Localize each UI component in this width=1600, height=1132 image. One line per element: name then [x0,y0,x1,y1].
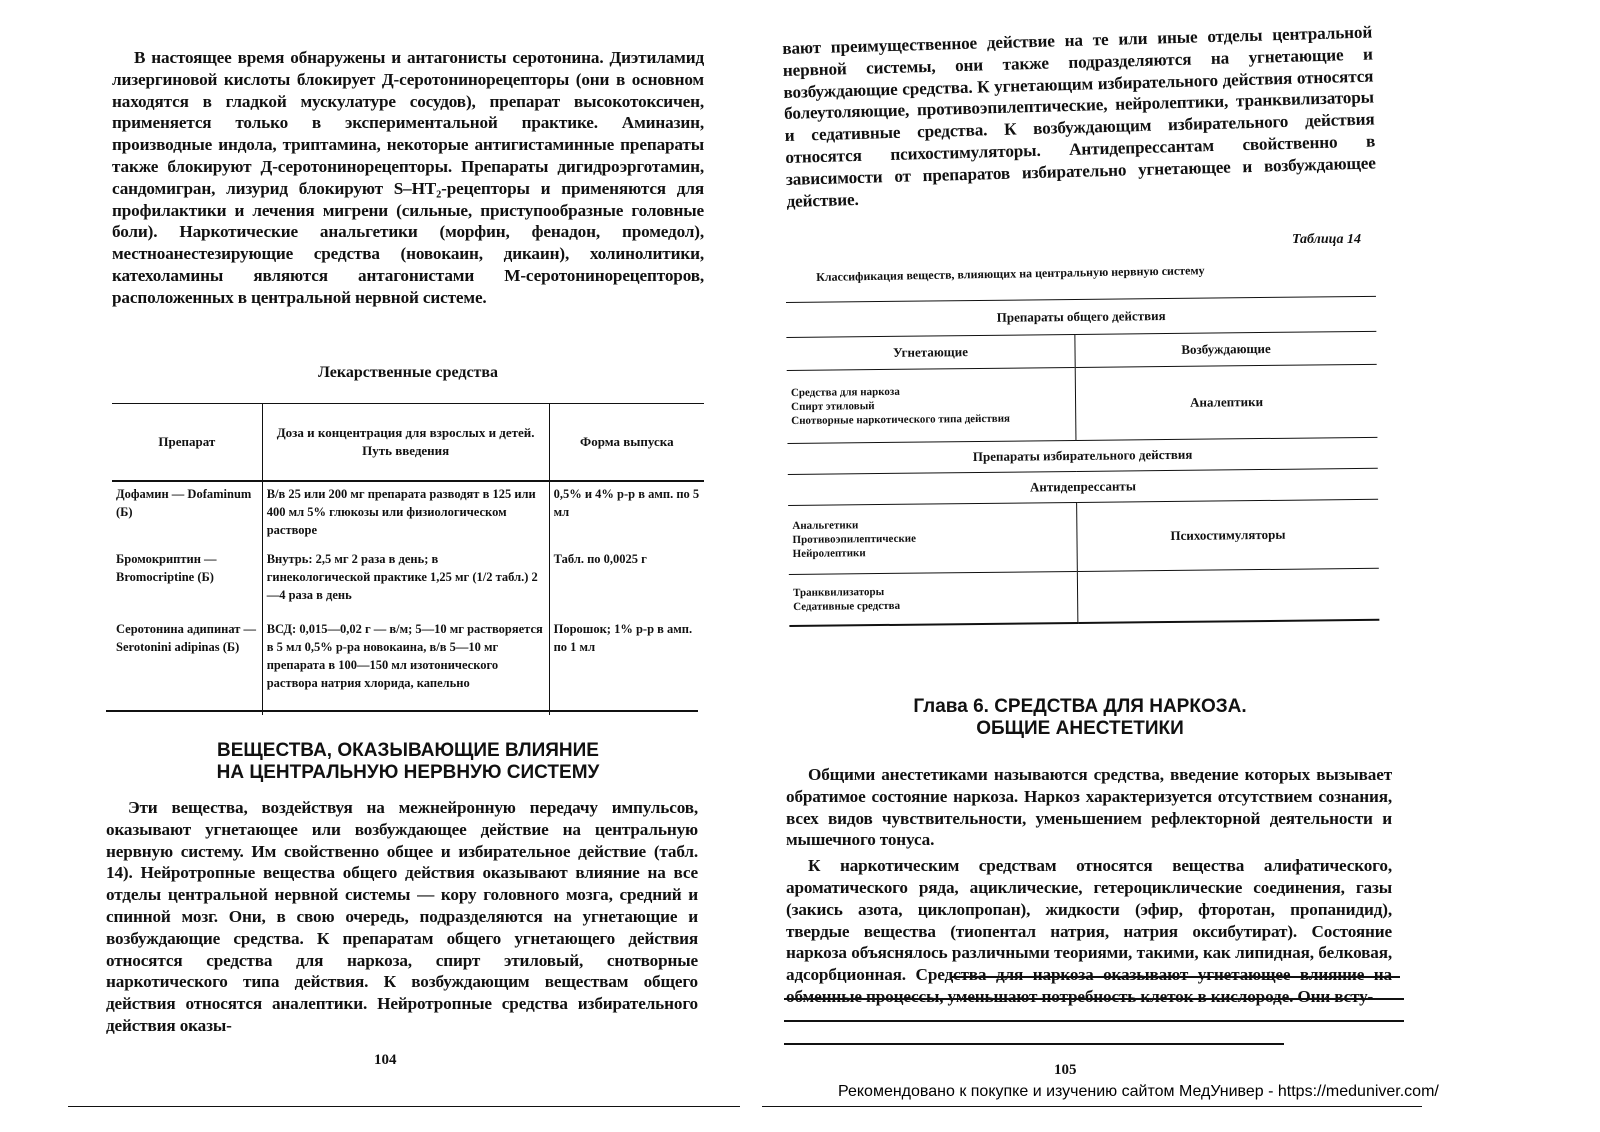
section-title-line2: НА ЦЕНТРАЛЬНУЮ НЕРВНУЮ СИСТЕМУ [216,762,600,783]
exciting-col-header: Возбуждающие [1075,331,1377,367]
table-caption: Таблица 14 [1292,232,1361,247]
selective-group1-cell [788,502,1077,574]
drug-dose: Внутрь: 2,5 мг 2 раза в день; в гинекологической практике 1,25 мг (1/2 табл.) 2—4 раза в день [262,547,549,617]
handwritten-underline [950,976,1400,978]
drug-dose: ВСД: 0,015—0,02 г — в/м; 5—10 мг растворяется в 5 мл 0,5% р-ра новокаина, в/в 5—10 мг препарата в 100—150 мл изотонического раствора натрия хлорида, капельно [262,617,549,715]
table-bottom-rule [106,710,698,712]
classification-table [786,296,1379,627]
list-item: Спирт этиловый [791,400,875,413]
table-row [112,547,704,617]
table-title: Классификация веществ, влияющих на центральную нервную систему [816,263,1205,284]
general-depressing-cell [787,367,1076,443]
general-action-header: Препараты общего действия [786,296,1376,337]
top-text: вают преимущественное действие на те или иные отделы центральной нервной системы, они также подразделяются на угнетающие и возбуждающие средства. К угнетающим избирательного действия относятся болеутоляющие, противоэпилептические, нейролептики, транквилизаторы и седативные средства. К возбуждающим избирательного действия относятся психостимуляторы. Антидепрессантам свойственно в зависимости от препаратов избирательно угнетающее и возбуждающее действие. [782,22,1376,211]
right-page [780,0,1600,1132]
handwritten-underline [784,1043,1284,1045]
chapter-text-2: К наркотическим средствам относятся вещества алифатического, ароматического ряда, ациклические, гетероциклические соединения, газы (закись азота, циклопропан), жидкости (эфир, фторотан, пропанидид), твердые вещества (тиопентал натрия, натрия оксибутират). Состояние наркоза объяснялось различными теориями, такими, как липидная, белковая, адсорбционная. Средства для наркоза оказывают угнетающее влияние на обменные процессы, уменьшают потребность клеток в кислороде. Они всту- [786,856,1392,1006]
table-row [787,364,1378,443]
handwritten-underline [784,998,1404,1000]
chapter-paragraphs [786,764,1392,1008]
analeptics-cell: Аналептики [1075,364,1377,440]
list-item: Средства для наркоза [790,385,900,399]
top-paragraph [782,22,1377,213]
page-number-right: 105 [1054,1062,1077,1078]
chapter-title [800,696,1360,740]
left-bottom-rule [68,1106,740,1107]
drug-name: Серотонина адипинат — Serotonini adipinas (Б) [116,622,257,654]
list-item: Транквилизаторы [792,585,885,599]
drug-form: Порошок; 1% р-р в амп. по 1 мл [553,622,693,654]
form-col-header: Форма выпуска [549,404,704,481]
section-title [112,740,704,784]
footer-recommendation: Рекомендовано к покупке и изучению сайтом МедУнивер - https://meduniver.com/ [838,1083,1439,1100]
empty-cell [1077,568,1379,623]
chapter-text-1: Общими анестетиками называются средства, введение которых вызывает обратимое состояние наркоза. Наркоз характеризуется отсутствием сознания, всех видов чувствительности, уменьшением рефлекторной деятельности и мышечного тонуса. [786,765,1392,850]
right-bottom-rule [762,1106,1422,1107]
section-paragraph [106,797,698,1037]
list-item: Нейролептики [792,547,866,560]
handwritten-underline [784,1020,1404,1022]
list-item: Снотворные наркотического типа действия [791,412,1011,427]
chapter-title-line1: Глава 6. СРЕДСТВА ДЛЯ НАРКОЗА. [913,696,1247,717]
table-row [788,499,1379,574]
antidepressants-row: Антидепрессанты [788,468,1378,505]
left-page [0,0,760,1132]
drug-col-header: Препарат [112,404,262,481]
list-item: Седативные средства [793,599,901,613]
page-number-left: 104 [374,1052,397,1068]
section-title-line1: ВЕЩЕСТВА, ОКАЗЫВАЮЩИЕ ВЛИЯНИЕ [217,740,599,761]
table-row [112,617,704,715]
selective-action-header: Препараты избирательного действия [787,437,1377,474]
list-item: Анальгетики [792,519,859,532]
drug-form: Табл. по 0,0025 г [553,552,647,566]
depressing-col-header: Угнетающие [786,334,1075,370]
psychostimulants-cell: Психостимуляторы [1077,499,1379,571]
intro-text: В настоящее время обнаружены и антагонисты серотонина. Диэтиламид лизергиновой кислоты блокирует Д-серотонинорецепторы (они в основном находятся в гладкой мускулатуре сосудов), препарат высокотоксичен, применяется только в экспериментальной практике. Аминазин, производные индола, триптамина, некоторые антигистаминные препараты также блокируют Д-серотонинорецепторы. Препараты дигидроэрготамин, сандомигран, лизурид блокируют S–HT₂-рецепторы и применяются для профилактики и лечения мигрени (сильные, приступообразные головные боли). Наркотические анальгетики (морфин, фенадон, промедол), местноанестезирующие средства (новокаин, дикаин), холинолитики, катехоламины являются антагонистами М-серотонинорецепторов, расположенных в центральной нервной системе. [112,48,704,307]
selective-group2-cell [789,571,1078,626]
drug-table-header-row [112,404,704,481]
chapter-title-line2: ОБЩИЕ АНЕСТЕТИКИ [976,718,1184,739]
drug-table [112,404,704,715]
drug-dose: В/в 25 или 200 мг препарата разводят в 125 или 400 мл 5% глюкозы или физиологическом растворе [262,481,549,547]
table-row [112,481,704,547]
intro-paragraph [112,47,704,309]
drug-form: 0,5% и 4% р-р в амп. по 5 мл [553,487,700,519]
drug-name: Бромокриптин — Bromocriptine (Б) [116,552,217,584]
list-item: Противоэпилептические [792,532,917,546]
dose-col-header: Доза и концентрация для взрослых и детей. Путь введения [262,404,549,481]
table-row [789,568,1380,626]
drug-name: Дофамин — Dofaminum (Б) [116,487,252,519]
drugs-table-title: Лекарственные средства [317,364,499,381]
section-text: Эти вещества, воздействуя на межнейронную передачу импульсов, оказывают угнетающее или возбуждающее действие на центральную нервную систему. Им свойственно общее и избирательное действие (табл. 14). Нейротропные вещества общего действия оказывают влияние на все отделы центральной нервной системы — кору головного мозга, средний и спинной мозг. Они, в свою очередь, подразделяются на угнетающие и возбуждающие средства. К препаратам общего угнетающего действия относятся средства для наркоза, спирт этиловый, снотворные наркотического типа действия. К возбуждающим веществам общего действия относятся аналептики. Нейротропные средства избирательного действия оказы- [106,798,698,1035]
